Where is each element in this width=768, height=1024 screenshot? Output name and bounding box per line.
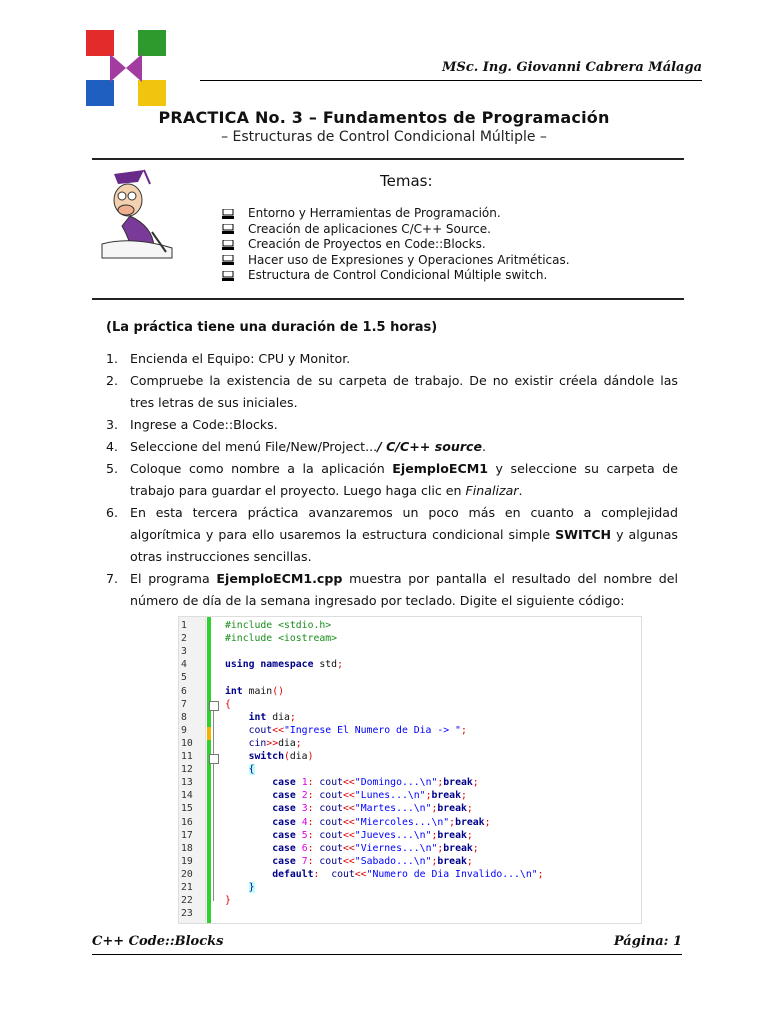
fold-icon — [209, 701, 219, 711]
page-subtitle: – Estructuras de Control Condicional Múltiple – — [221, 129, 547, 145]
list-item: Entorno y Herramientas de Programación. — [222, 206, 570, 222]
duration-note: (La práctica tiene una duración de 1.5 horas) — [106, 320, 438, 335]
header-rule — [200, 80, 702, 81]
divider-bottom — [92, 298, 684, 300]
footer-left: C++ Code::Blocks — [92, 934, 224, 949]
change-marker-modified — [207, 727, 211, 740]
computer-icon — [222, 240, 234, 250]
step-item: 7. El programa EjemploECM1.cpp muestra por pantalla el resultado del nombre del número de día de la semana ingresado por teclado. Digite el siguiente código: — [106, 571, 678, 608]
list-item: Estructura de Control Condicional Múltiple switch. — [222, 268, 570, 284]
step-item: 6. En esta tercera práctica avanzaremos un poco más en cuanto a complejidad algorítmica y para ello usaremos la estructura condicional simple SWITCH y algunas otras instrucciones sencillas. — [106, 505, 678, 564]
list-item: Creación de Proyectos en Code::Blocks. — [222, 237, 570, 253]
step-item: 1. Encienda el Equipo: CPU y Monitor. — [106, 351, 351, 366]
code-editor-screenshot: 1 2 3 4 5 6 7 8 9 10 11 12 13 14 15 16 17 18 19 20 21 22 23 #include <stdio.h> #include <iostream> using namespace std; int main() { int dia; cout<<"Ingrese El Numero de Dia -> "; cin>>dia; switch(dia) { case 1: cout<<"Domingo...\n";break; case 2: cout<<"Lunes...\n";break; case 3: cout<<"Martes...\n";break; case 4: cout<<"Miercoles...\n";break; case 5: cout<<"Jueves...\n";break; case 6: cout<<"Viernes...\n";break; case 7: cout<<"Sabado...\n";break; default: cout<<"Numero de Dia Invalido...\n"; } } — [178, 616, 642, 924]
footer-page-number: Página: 1 — [613, 934, 682, 949]
footer-rule — [92, 954, 682, 955]
step-item: 5. Coloque como nombre a la aplicación EjemploECM1 y seleccione su carpeta de trabajo para guardar el proyecto. Luego haga clic en Finalizar. — [106, 461, 679, 498]
computer-icon — [222, 271, 234, 281]
temas-heading: Temas: — [380, 172, 433, 190]
fold-icon — [209, 754, 219, 764]
author-name: MSc. Ing. Giovanni Cabrera Málaga — [442, 60, 702, 75]
title-text: PRACTICA No. 3 – Fundamentos de Programación — [158, 108, 610, 127]
step-item: 3. Ingrese a Code::Blocks. — [106, 417, 278, 432]
logo — [76, 16, 176, 116]
change-marker — [207, 617, 211, 923]
step-item: 2. Compruebe la existencia de su carpeta de trabajo. De no existir créela dándole las tres letras de sus iniciales. — [106, 373, 678, 410]
list-item: Creación de aplicaciones C/C++ Source. — [222, 222, 570, 238]
fold-line — [213, 711, 214, 901]
temas-list — [222, 206, 570, 284]
computer-icon — [222, 209, 234, 219]
steps-list — [106, 348, 678, 612]
computer-icon — [222, 224, 234, 234]
divider-top — [92, 158, 684, 160]
student-cartoon-illustration — [92, 166, 192, 270]
step-item: 4. Seleccione del menú File/New/Project.../ C/C++ source. — [106, 439, 487, 454]
list-item: Hacer uso de Expresiones y Operaciones Aritméticas. — [222, 253, 570, 269]
computer-icon — [222, 255, 234, 265]
page-title — [0, 108, 768, 127]
